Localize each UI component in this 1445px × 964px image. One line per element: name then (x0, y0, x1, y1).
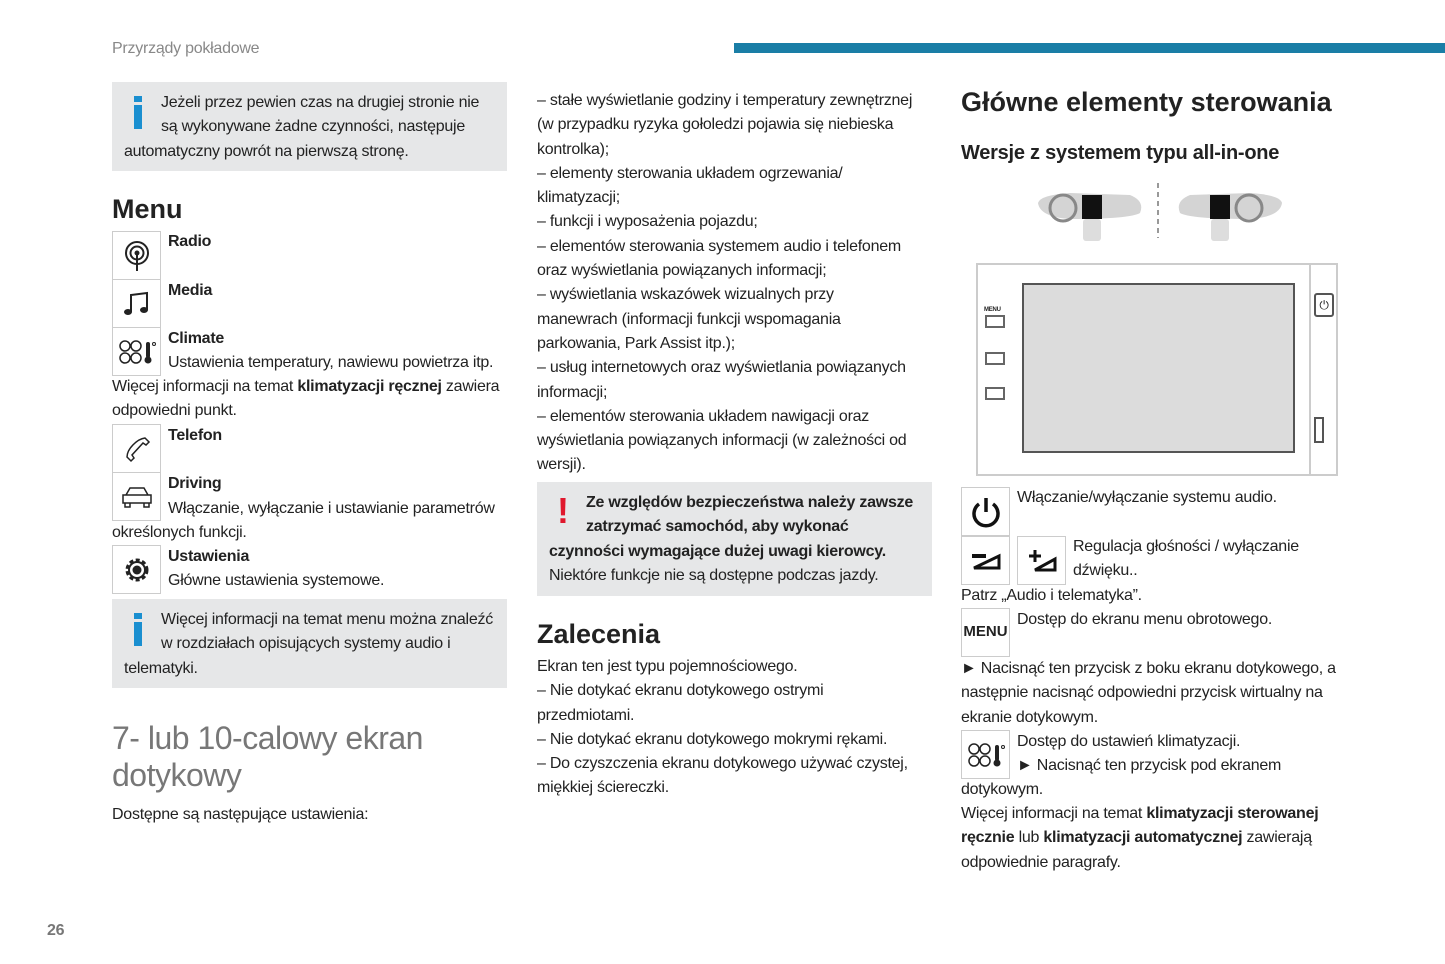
recommend-list (537, 655, 932, 801)
gear-icon (112, 545, 161, 594)
list-item: – elementów sterowania układem nawigacji oraz wyświetlania powiązanych informacji (w zależności od wersji). (537, 407, 907, 474)
ustawienia-description: Główne ustawienia systemowe. (168, 572, 385, 589)
menu-item-driving: Driving (168, 475, 222, 492)
power-button-diagram: ⏻ (1314, 293, 1334, 317)
main-controls-heading: Główne elementy sterowania (961, 87, 1332, 117)
screen-intro: Dostępne są następujące ustawienia: (112, 806, 369, 823)
list-item: Ekran ten jest typu pojemnościowego. (537, 658, 798, 675)
usb-port-diagram (1314, 417, 1324, 443)
driving-description: Włączanie, wyłączanie i ustawianie parametrów określonych funkcji. (112, 500, 495, 542)
recommend-heading: Zalecenia (537, 619, 661, 649)
header-accent-bar (734, 43, 1445, 53)
volume-down-button-diagram (985, 387, 1005, 400)
info-box (112, 82, 507, 171)
info-icon (124, 608, 161, 656)
menu-step: ► Nacisnąć ten przycisk z boku ekranu dotykowego, a następnie nacisnąć odpowiedni przycisk wirtualny na ekranie dotykowym. (961, 660, 1336, 726)
radio-icon (112, 231, 161, 280)
climate-text: Dostęp do ustawień klimatyzacji. (1017, 733, 1241, 750)
menu-item-telefon: Telefon (168, 427, 222, 444)
list-item: – stałe wyświetlanie godziny i temperatury zewnętrznej (w przypadku ryzyka gołoledzi pojawia się niebieska kontrolka); (537, 92, 913, 158)
dashboard-diagram (1030, 183, 1290, 243)
list-item: – wyświetlania wskazówek wizualnych przy manewrach (informacji funkcji wspomagania parkowania, Park Assist itp.); (537, 286, 841, 352)
power-icon (961, 487, 1010, 536)
menu-item-climate: Climate (168, 330, 225, 347)
power-text: Włączanie/wyłączanie systemu audio. (1017, 489, 1277, 506)
climate-more-info: Więcej informacji na temat klimatyzacji sterowanej ręcznie lub klimatyzacji automatycznej zawierają odpowiednie paragrafy. (961, 805, 1319, 871)
phone-icon (112, 424, 161, 473)
list-item: – usług internetowych oraz wyświetlania powiązanych informacji; (537, 359, 906, 401)
head-unit-diagram (976, 263, 1338, 476)
warning-bold-text: Ze względów bezpieczeństwa należy zawsze zatrzymać samochód, aby wykonać czynności wymagające dużej uwagi kierowcy. (549, 494, 913, 560)
version-subheading: Wersje z systemem typu all-in-one (961, 142, 1280, 164)
fan-thermometer-icon (112, 327, 161, 376)
volume-down-icon (961, 536, 1010, 585)
climate-more-info: Więcej informacji na temat klimatyzacji ręcznej zawiera odpowiedni punkt. (112, 378, 500, 420)
warning-icon: ! (557, 490, 569, 531)
menu-item-radio: Radio (168, 233, 212, 250)
music-note-icon (112, 279, 161, 328)
see-audio-reference: Patrz „Audio i telematyka”. (961, 587, 1142, 604)
info-text: Jeżeli przez pewien czas na drugiej stronie nie są wykonywane żadne czynności, następuje automatyczny powrót na pierwszą stronę. (124, 94, 480, 160)
menu-button-diagram (985, 315, 1005, 328)
list-item: – Do czyszczenia ekranu dotykowego używać czystej, miękkiej ściereczki. (537, 755, 908, 797)
list-item: – funkcji i wyposażenia pojazdu; (537, 213, 758, 231)
volume-up-icon (1017, 536, 1066, 585)
info-box (112, 599, 507, 688)
info-text: Więcej informacji na temat menu można znaleźć w rozdziałach opisujących systemy audio i telematyki. (124, 611, 493, 677)
list-item: – Nie dotykać ekranu dotykowego ostrymi przedmiotami. (537, 682, 824, 724)
menu-item-ustawienia: Ustawienia (168, 548, 250, 565)
climate-description: Ustawienia temperatury, nawiewu powietrza itp. (168, 354, 494, 371)
volume-up-button-diagram (985, 352, 1005, 365)
touchscreen (1022, 283, 1295, 453)
screen-section-title: 7- lub 10-calowy ekran dotykowy (112, 720, 423, 793)
list-item: – elementy sterowania układem ogrzewania/ klimatyzacji; (537, 164, 843, 207)
list-item: – Nie dotykać ekranu dotykowego mokrymi rękami. (537, 730, 888, 748)
menu-heading: Menu (112, 194, 183, 224)
diagram-menu-label: MENU (984, 307, 1001, 313)
settings-list (537, 89, 932, 478)
page-number: 26 (47, 922, 65, 939)
warning-text: Niektóre funkcje nie są dostępne podczas jazdy. (549, 566, 879, 584)
menu-button-icon: MENU (961, 608, 1010, 657)
menu-text: Dostęp do ekranu menu obrotowego. (1017, 611, 1273, 628)
volume-text: Regulacja głośności / wyłączanie dźwięku.. (1073, 538, 1299, 580)
warning-box (537, 482, 932, 596)
info-icon (124, 91, 161, 139)
list-item: – elementów sterowania systemem audio i telefonem oraz wyświetlania powiązanych informacji; (537, 237, 901, 280)
climate-step: ► Nacisnąć ten przycisk pod ekranem dotykowym. (961, 757, 1282, 799)
menu-item-media: Media (168, 282, 213, 299)
section-header: Przyrządy pokładowe (112, 40, 260, 57)
